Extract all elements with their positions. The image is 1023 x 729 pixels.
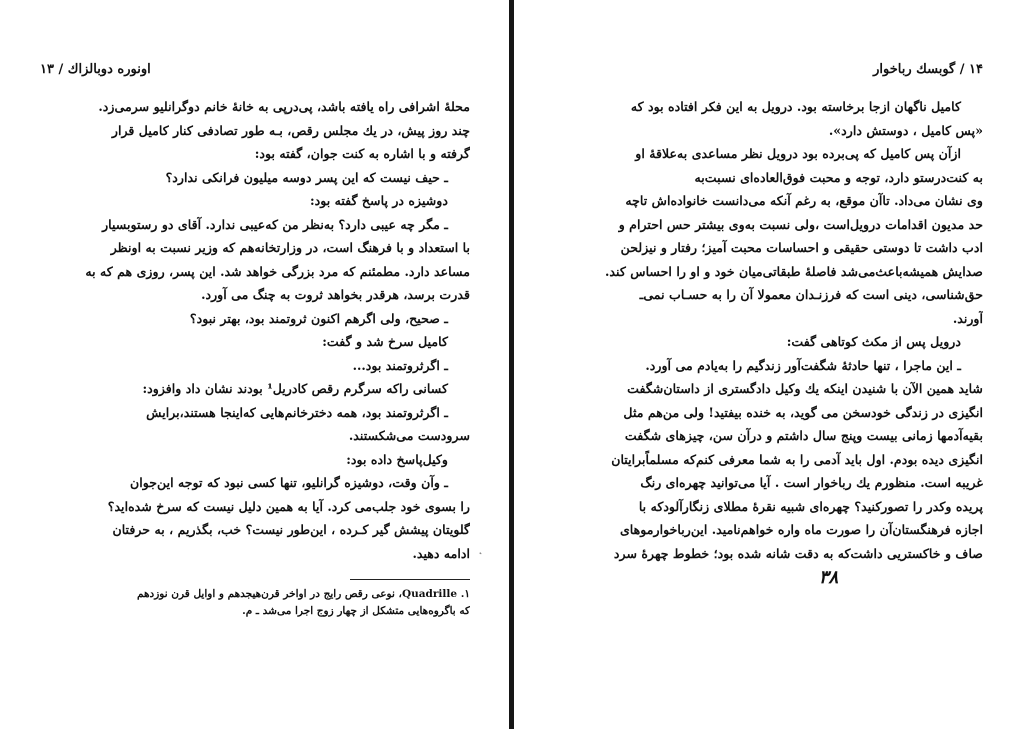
text-line: اجازه فرهنگستان‌آن را صورت ماه واره خواهم‌نامید. این‌رباخوارموهای (619, 522, 983, 537)
text-line: ـ صحیح، ولی اگرهم اکنون ثروتمند بود، بهتر نبود؟ (189, 310, 448, 326)
text-line: کامیل ناگهان ازجا برخاسته بود. درویل به این فکر افتاده بود که (630, 99, 961, 114)
stray-mark: ˛ (478, 544, 483, 555)
text-line: کسانی راکه سرگرم رقص کادریل¹ بودند نشان داد وافزود: (142, 381, 448, 396)
text-line: ـ اگرثروتمند بود، همه دخترخانم‌هایی که‌اینجا هستند،برایش (146, 404, 448, 420)
text-line: کامیل سرخ شد و گفت: (322, 334, 448, 349)
running-head-left: اونوره دوبالزاك / ۱۳ (40, 62, 151, 77)
footnote-line: كه با‌گروه‌هایی متشکل از چهار زوج اجرا می‌شد ـ م. (242, 605, 470, 617)
text-line: ازآن پس کامیل که پی‌برده بود درویل نظر مساعدی به‌علاقهٔ او (635, 146, 961, 161)
text-line: صدایش همیشه‌باعث‌می‌شد فاصلهٔ طبقاتی‌میان خود و او را احساس کند. (605, 263, 983, 279)
text-line: انگیزی در زندگی خودسخن می گوید، به خنده بیفتید! ولی من‌هم مثل (623, 404, 983, 420)
text-line: وی نشان می‌داد. تاآن موقع، به رغم آنکه می‌دانست خانواده‌اش تاچه (625, 193, 983, 208)
text-line: با استعداد و با فرهنگ است، در وزارتخانه‌هم که وزیر نسبت به اونظر (110, 240, 470, 255)
text-line: ـ این ماجرا ، تنها حادثهٔ شگفت‌آور زندگیم را به‌یادم می آورد. (645, 357, 961, 373)
footnote-line: ۱. Quadrille، نوعی رقص رایج در اواخر قرن‌هیجدهم و اوایل قرن نوزدهم (137, 588, 470, 600)
page-number-handwritten: ۳۸ (818, 567, 839, 588)
text-line: شاید همین الآن با شنیدن اینکه یك وکیل دادگستری از داستان‌شگفت‌ (627, 381, 983, 396)
text-line: انگیزی دیده بودم. اول باید آدمی را به شما معرفی کنم‌که مسلماً‌برایتان (611, 451, 983, 467)
footnote-rule (350, 579, 470, 580)
text-line: پریده وکدر را تصورکنید؟ چهره‌ای شبیه نقرهٔ مطلای زنگارآلود‌که با (638, 498, 983, 514)
text-line: مساعد دارد. مطمئنم که مرد بزرگی خواهد شد. این پسر، روزی هم که به (85, 263, 470, 279)
text-line: قدرت برسد، هرقدر بخواهد ثروت به چنگ می آورد. (201, 287, 470, 302)
text-line: را بسوی خود جلب‌می کرد. آیا به همین دلیل نیست که سرخ شده‌اید؟ (107, 498, 470, 514)
running-head-right: ۱۴ / گوبسك رباخوار (873, 62, 983, 77)
text-line: حق‌شناسی، دینی است که فرزنـدان معمولا آن را به حسـاب نمی‌ـ (639, 287, 983, 302)
text-line: ادب داشت تا دوستی حقیقی و احساسات محبت آمیز؛ رفتار و نیزلحن (620, 240, 983, 255)
text-line: حد مدیون اقدامات درویل‌است ،ولی نسبت به‌وی بیشتر حس احترام و (618, 216, 983, 232)
text-line: «پس کامیل ، دوستش دارد». (828, 122, 983, 138)
right-page (514, 0, 1023, 729)
text-line: محلهٔ اشرافی راه یافته باشد، پی‌درپی به خانهٔ خانم دوگرانلیو سرمی‌زد. (98, 99, 470, 114)
footnote (40, 586, 470, 620)
text-line: غریبه است. منظورم یك رباخوار است . آیا می‌توانید چهره‌ای رنگ‌ (640, 475, 983, 490)
text-line: ادامه دهید. (412, 545, 470, 561)
text-line: صاف و خاکستریی داشت‌که به دقت شانه شده بود؛ خطوط چهرهٔ سرد (613, 545, 983, 561)
text-line: گرفته و با اشاره به کنت جوان، گفته بود: (254, 146, 470, 161)
left-page-body (40, 95, 470, 565)
text-line: ـ حیف نیست که این پسر دوسه میلیون فرانکی ندارد؟ (165, 169, 448, 185)
right-page-body (554, 95, 983, 565)
text-line: ـ اگرثروتمند بود... (352, 357, 448, 373)
text-line: دوشیزه در پاسخ گفته بود: (309, 193, 448, 208)
text-line: درویل پس از مکث کوتاهی گفت: (786, 334, 961, 349)
left-page (0, 0, 510, 729)
text-line: چند روز پیش، در یك مجلس رقص، بـه طور تصادفی کنار کامیل قرار (111, 122, 470, 138)
text-line: ـ مگر چه عیبی دارد؟ به‌نظر من که‌عیبی ندارد. آقای دو رستوبسیار (102, 216, 448, 232)
text-line: بقیه‌آدمها زمانی بیست وپنج سال داشتم و درآن سن، چیزهای شگفت‌ (624, 428, 983, 443)
text-line: به کنت‌درستو دارد، توجه و محبت فوق‌العاده‌ای نسبت‌به (694, 169, 983, 185)
text-line: گلویتان پیشش گیر کـرده ، این‌طور نیست؟ خب، بگذریم ، به حرفتان (112, 522, 470, 537)
text-line: آورند. (952, 310, 983, 326)
text-line: وکیل‌پاسخ داده بود: (346, 451, 448, 467)
text-line: سرودست می‌شکستند. (348, 428, 470, 443)
text-line: ـ وآن وقت، دوشیزه گرانلیو، تنها کسی نبود که توجه این‌جوان (130, 475, 448, 490)
